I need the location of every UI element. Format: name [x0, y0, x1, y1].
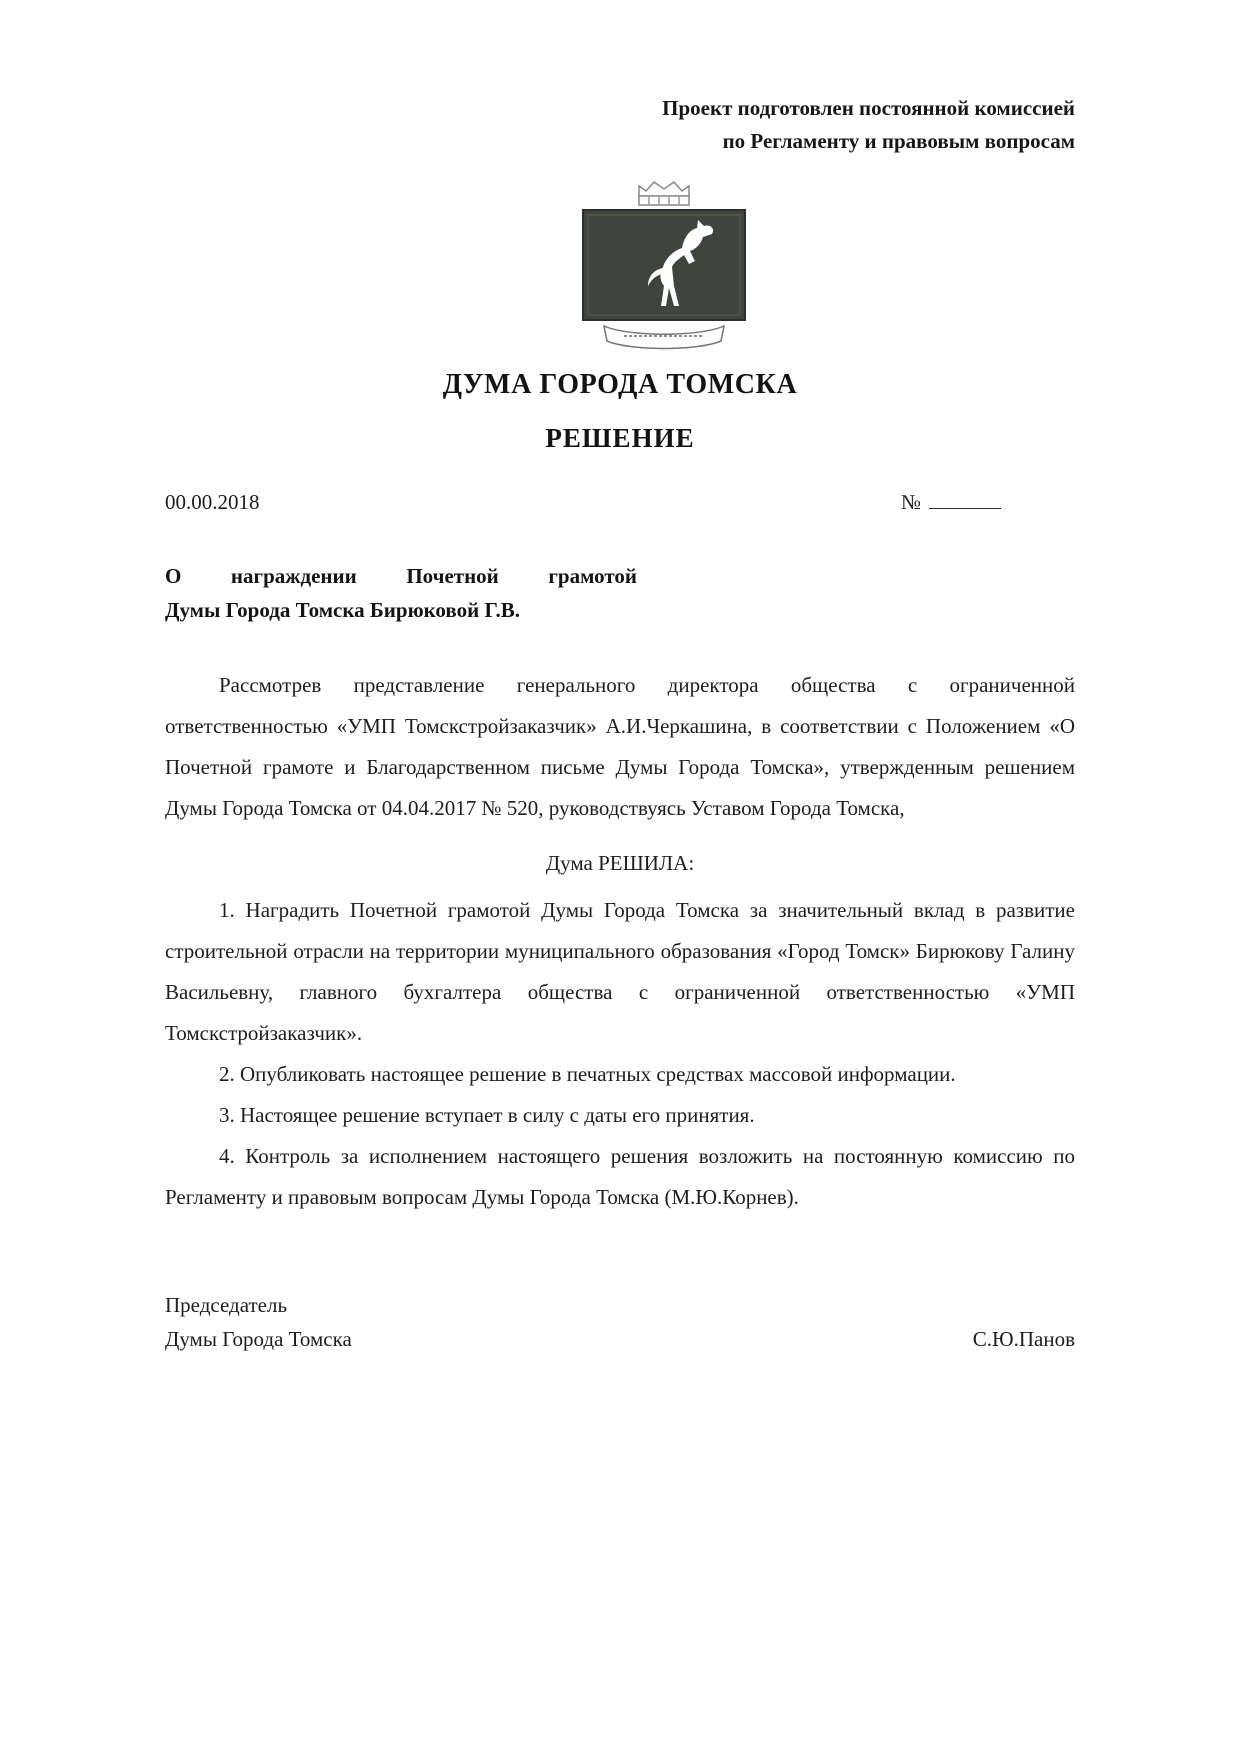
date-number-row: [165, 490, 1075, 515]
number-blank-line: [929, 506, 1001, 509]
resolution-item: 2. Опубликовать настоящее решение в печатных средствах массовой информации.: [219, 1062, 956, 1086]
document-number: [901, 490, 1075, 515]
organization-title: ДУМА ГОРОДА ТОМСКА: [442, 369, 798, 400]
signature-role: [165, 1288, 352, 1356]
resolution-item: 4. Контроль за исполнением настоящего решения возложить на постоянную комиссию по Регламенту и правовым вопросам Думы Города Томска (М.Ю.Корнев).: [165, 1144, 1075, 1209]
coat-of-arms-icon: [579, 174, 749, 356]
resolution-items: [165, 890, 1075, 1218]
signature-role-line2: Думы Города Томска: [165, 1327, 352, 1351]
subject-line2: Думы Города Томска Бирюковой Г.В.: [165, 598, 520, 622]
crown-icon: [639, 182, 689, 205]
subject-line1: О награждении Почетной грамотой: [165, 564, 637, 588]
ribbon-icon: [604, 326, 724, 349]
preamble-paragraph: Рассмотрев представление генерального директора общества с ограниченной ответственностью «УМП Томскстройзаказчик» А.И.Черкашина, в соответствии с Положением «О Почетной грамоте и Благодарственном письме Думы Города Томска», утвержденным решением Думы Города Томска от 04.04.2017 № 520, руководствуясь Уставом Города Томска,: [165, 673, 1075, 820]
header-note-line1: Проект подготовлен постоянной комиссией: [662, 96, 1075, 120]
signature-block: [165, 1288, 1075, 1356]
signature-name: С.Ю.Панов: [972, 1327, 1075, 1351]
number-label: №: [900, 490, 921, 514]
header-note: [165, 92, 1075, 158]
resolution-heading: Дума РЕШИЛА:: [545, 851, 695, 875]
subject-heading: [165, 559, 637, 627]
tomsk-coat-of-arms: [579, 174, 749, 361]
resolution-item: 1. Наградить Почетной грамотой Думы Города Томска за значительный вклад в развитие строительной отрасли на территории муниципального образования «Город Томск» Бирюкову Галину Васильевну, главного бухгалтера общества с ограниченной ответственностью «УМП Томскстройзаказчик».: [165, 898, 1075, 1045]
shield-icon: [583, 210, 745, 320]
signature-role-line1: Председатель: [165, 1293, 288, 1317]
header-note-line2: по Регламенту и правовым вопросам: [722, 129, 1075, 153]
document-date: 00.00.2018: [165, 490, 260, 514]
resolution-item: 3. Настоящее решение вступает в силу с даты его принятия.: [219, 1103, 755, 1127]
document-type-title: РЕШЕНИЕ: [545, 423, 695, 453]
